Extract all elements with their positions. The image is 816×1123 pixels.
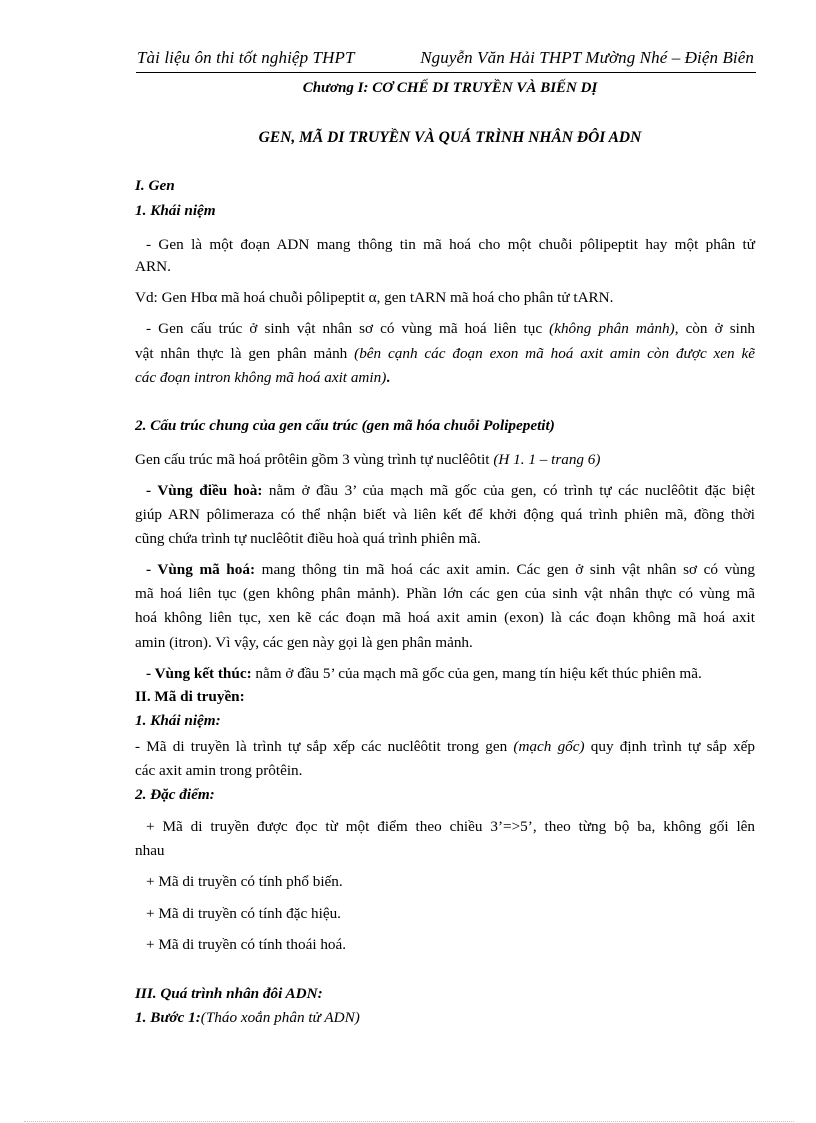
text-run: . <box>386 369 391 386</box>
text-run-italic: các đoạn intron không mã hoá axit amin) <box>135 369 387 386</box>
text-run: Gen cấu trúc mã hoá prôtêin gồm 3 vùng trình tự nuclêôtit <box>135 451 494 468</box>
paragraph-line: amin (itron). Vì vậy, các gen này gọi là gen phân mảnh. <box>135 634 473 651</box>
header-left: Tài liệu ôn thi tốt nghiệp THPT <box>137 48 355 67</box>
section-1-heading: I. Gen <box>135 177 175 194</box>
region-label: - Vùng kết thúc: <box>146 665 252 682</box>
section-3-heading: III. Quá trình nhân đôi ADN: <box>135 985 323 1002</box>
text-run-italic: (mạch gốc) <box>513 738 585 755</box>
paragraph-line <box>135 561 755 579</box>
text-run: - Gen cấu trúc ở sinh vật nhân sơ có vùng mã hoá liên tục <box>146 320 550 337</box>
section-1-sub-1: 1. Khái niệm <box>135 202 216 219</box>
paragraph-line: các axit amin trong prôtêin. <box>135 762 303 779</box>
bullet-line: + Mã di truyền có tính đặc hiệu. <box>146 905 341 922</box>
lesson-title: GEN, MÃ DI TRUYỀN VÀ QUÁ TRÌNH NHÂN ĐÔI ADN <box>258 129 642 146</box>
text-run: mang thông tin mã hoá các axit amin. Các gen ở sinh vật nhân sơ có vùng <box>255 561 755 578</box>
header-right: Nguyễn Văn Hải THPT Mường Nhé – Điện Biên <box>420 48 754 67</box>
step-1-line <box>135 1009 360 1027</box>
paragraph-line <box>135 369 390 387</box>
section-2-heading: II. Mã di truyền: <box>135 688 245 705</box>
paragraph-line: ARN. <box>135 258 171 275</box>
example-line: Vd: Gen Hbα mã hoá chuỗi pôlipeptit α, gen tARN mã hoá cho phân tử tARN. <box>135 289 614 306</box>
paragraph-line <box>146 665 702 683</box>
paragraph-line: giúp ARN pôlimeraza có thể nhận biết và liên kết để khởi động quá trình phiên mã, đồng thời <box>135 506 755 523</box>
paragraph-line <box>135 451 600 469</box>
paragraph-line <box>135 738 755 756</box>
bullet-line: + Mã di truyền có tính thoái hoá. <box>146 936 347 953</box>
text-run: nằm ở đầu 5’ của mạch mã gốc của gen, mang tín hiệu kết thúc phiên mã. <box>251 665 702 682</box>
paragraph-line <box>135 482 755 500</box>
page-header <box>136 46 756 73</box>
region-label: - Vùng mã hoá: <box>146 561 256 578</box>
section-2-sub-1: 1. Khái niệm: <box>135 712 221 729</box>
step-label: 1. Bước 1: <box>135 1009 201 1026</box>
region-label: - Vùng điều hoà: <box>146 482 263 499</box>
chapter-title: Chương I: CƠ CHẾ DI TRUYỀN VÀ BIẾN DỊ <box>302 80 598 96</box>
paragraph-line <box>135 345 755 363</box>
section-2-sub-2: 2. Đặc điểm: <box>135 786 215 803</box>
page-bottom-divider <box>24 1121 794 1122</box>
text-run: vật nhân thực là gen phân mảnh <box>135 345 355 362</box>
paragraph-line: - Gen là một đoạn ADN mang thông tin mã hoá cho một chuỗi pôlipeptit hay một phân tử <box>146 236 755 253</box>
section-1-sub-2: 2. Cấu trúc chung của gen cấu trúc (gen mã hóa chuỗi Polipepetit) <box>135 417 555 434</box>
text-run: nằm ở đầu 3’ của mạch mã gốc của gen, có trình tự các nuclêôtit đặc biệt <box>262 482 755 499</box>
text-run: - Mã di truyền là trình tự sắp xếp các nuclêôtit trong gen <box>135 738 514 755</box>
bullet-line: nhau <box>135 842 165 859</box>
text-run-italic: (không phân mảnh) <box>549 320 675 337</box>
paragraph-line: hoá không liên tục, xen kẽ các đoạn mã hoá axit amin (exon) là các đoạn không mã hoá axit <box>135 609 755 626</box>
text-run-italic: (H 1. 1 – trang 6) <box>493 451 601 468</box>
paragraph-line: cũng chứa trình tự nuclêôtit điều hoà quá trình phiên mã. <box>135 530 481 547</box>
bullet-line: + Mã di truyền có tính phổ biến. <box>146 873 343 890</box>
step-note: (Tháo xoắn phân tử ADN) <box>200 1009 360 1026</box>
text-run: , còn ở sinh <box>674 320 756 337</box>
bullet-line: + Mã di truyền được đọc từ một điểm theo chiều 3’=>5’, theo từng bộ ba, không gối lên <box>146 818 755 835</box>
paragraph-line <box>135 320 755 338</box>
paragraph-line: mã hoá liên tục (gen không phân mảnh). Phần lớn các gen của sinh vật nhân thực có vùng mã <box>135 585 755 602</box>
text-run: quy định trình tự sắp xếp <box>584 738 755 755</box>
text-run-italic: (bên cạnh các đoạn exon mã hoá axit amin còn được xen kẽ <box>354 345 755 362</box>
